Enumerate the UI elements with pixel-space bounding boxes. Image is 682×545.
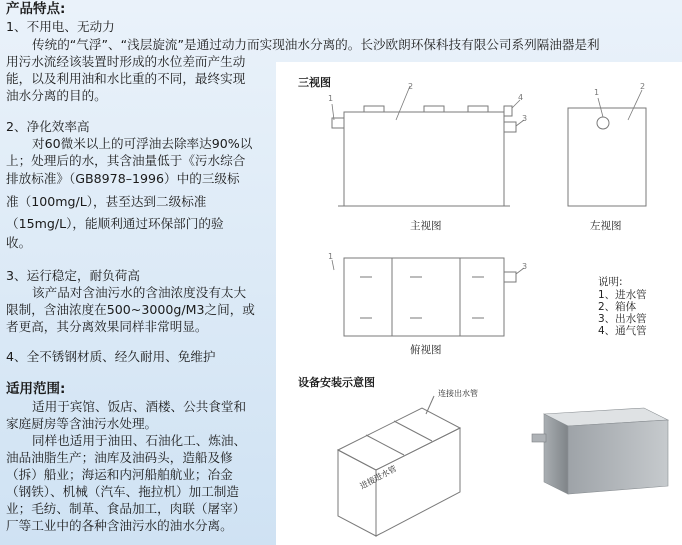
feature-1-text-line: 油水分离的目的。 [6, 88, 107, 103]
feature-1-text-line: 用污水流经该装置时形成的水位差而产生动 [6, 54, 246, 69]
legend-title: 说明: [598, 276, 623, 288]
three-views-title: 三视图 [298, 76, 331, 89]
feature-2-title: 2、净化效率高 [6, 119, 90, 134]
callout-number: 1 [328, 252, 334, 261]
scope-text-line: （拆）船业；海运和内河船舶航业；冶金 [6, 467, 233, 482]
feature-3-text-line: 限制，含油浓度在500~3000g/M3之间，或 [6, 302, 255, 317]
feature-2-text-line: 对60微米以上的可浮油去除率达90%以 [32, 136, 253, 151]
drawing-panel [276, 62, 682, 545]
callout-number: 1 [594, 88, 600, 97]
scope-title: 适用范围: [6, 381, 66, 397]
top-view-outlet-pipe [504, 272, 516, 282]
callout-number: 2 [408, 82, 414, 91]
front-view-outlet-pipe [504, 122, 516, 132]
feature-2-text-line: 收。 [6, 235, 32, 250]
scope-text-line: 适用于宾馆、饭店、酒楼、公共食堂和 [32, 399, 247, 414]
feature-2-text-line: 准（100mg/L），甚至达到二级标准 [6, 194, 207, 209]
install-tank-side [376, 428, 460, 536]
install-tank-front [338, 450, 376, 536]
left-view-tank [568, 108, 646, 206]
feature-1-text-line: 传统的“气浮”、“浅层旋流”是通过动力而实现油水分离的。长沙欧朗环保科技有限公司系列隔油器是利 [32, 37, 600, 52]
top-view-label: 俯视图 [410, 344, 442, 356]
scope-text-line: 家庭厨房等含油污水处理。 [6, 416, 158, 431]
scope-text-line: 厂等工业中的各种含油污水的油水分离。 [6, 518, 233, 533]
feature-2-text-line: 排放标准》（GB8978–1996）中的三级标 [6, 171, 240, 186]
top-view-tank [344, 258, 504, 336]
front-view-tank [344, 112, 504, 206]
feature-2-text-line: 上；处理后的水，其含油量低于《污水综合 [6, 153, 246, 168]
feature-3-title: 3、运行稳定，耐负荷高 [6, 268, 140, 283]
features-title: 产品特点: [6, 1, 66, 17]
front-view-label: 主视图 [410, 220, 442, 232]
callout-number: 3 [522, 114, 528, 123]
left-view-pipe-circle [597, 117, 609, 129]
legend-item: 4、通气管 [598, 325, 647, 337]
inlet-label: 进接进水管 [358, 464, 399, 491]
feature-4-title: 4、全不锈钢材质、经久耐用、免维护 [6, 349, 216, 364]
legend-item: 2、箱体 [598, 301, 637, 313]
front-view-vent [364, 106, 384, 112]
front-view-vent [424, 106, 444, 112]
feature-3-text-line: 者更高，其分离效果同样非常明显。 [6, 319, 208, 334]
scope-text-line: 业；毛纺、制革、食品加工，肉联（屠宰） [6, 501, 246, 516]
install-photo [532, 408, 668, 494]
scope-text-line: 油品油脂生产；油库及油码头，造船及修 [6, 450, 233, 465]
install-tank-top [338, 408, 460, 470]
front-view-vent [468, 106, 488, 112]
front-view-vent-pipe [504, 106, 512, 116]
legend-item: 3、出水管 [598, 313, 647, 325]
feature-1-title: 1、不用电、无动力 [6, 19, 115, 34]
callout-number: 1 [328, 94, 334, 103]
callout-number: 4 [518, 93, 524, 102]
feature-2-text-line: （15mg/L），能顺利通过环保部门的验 [6, 216, 224, 231]
legend-item: 1、进水管 [598, 289, 647, 301]
install-title: 设备安装示意图 [298, 376, 375, 389]
feature-3-text-line: 该产品对含油污水的含油浓度没有太大 [32, 285, 247, 300]
callout-number: 2 [640, 82, 646, 91]
scope-text-line: 同样也适用于油田、石油化工、炼油、 [32, 433, 247, 448]
left-view-label: 左视图 [590, 220, 622, 232]
scope-text-line: （钢铁）、机械（汽车、拖拉机）加工制造 [6, 484, 239, 499]
callout-number: 3 [522, 262, 528, 271]
outlet-label: 连接出水管 [438, 389, 478, 398]
feature-1-text-line: 能，以及利用油和水比重的不同，最终实现 [6, 71, 246, 86]
